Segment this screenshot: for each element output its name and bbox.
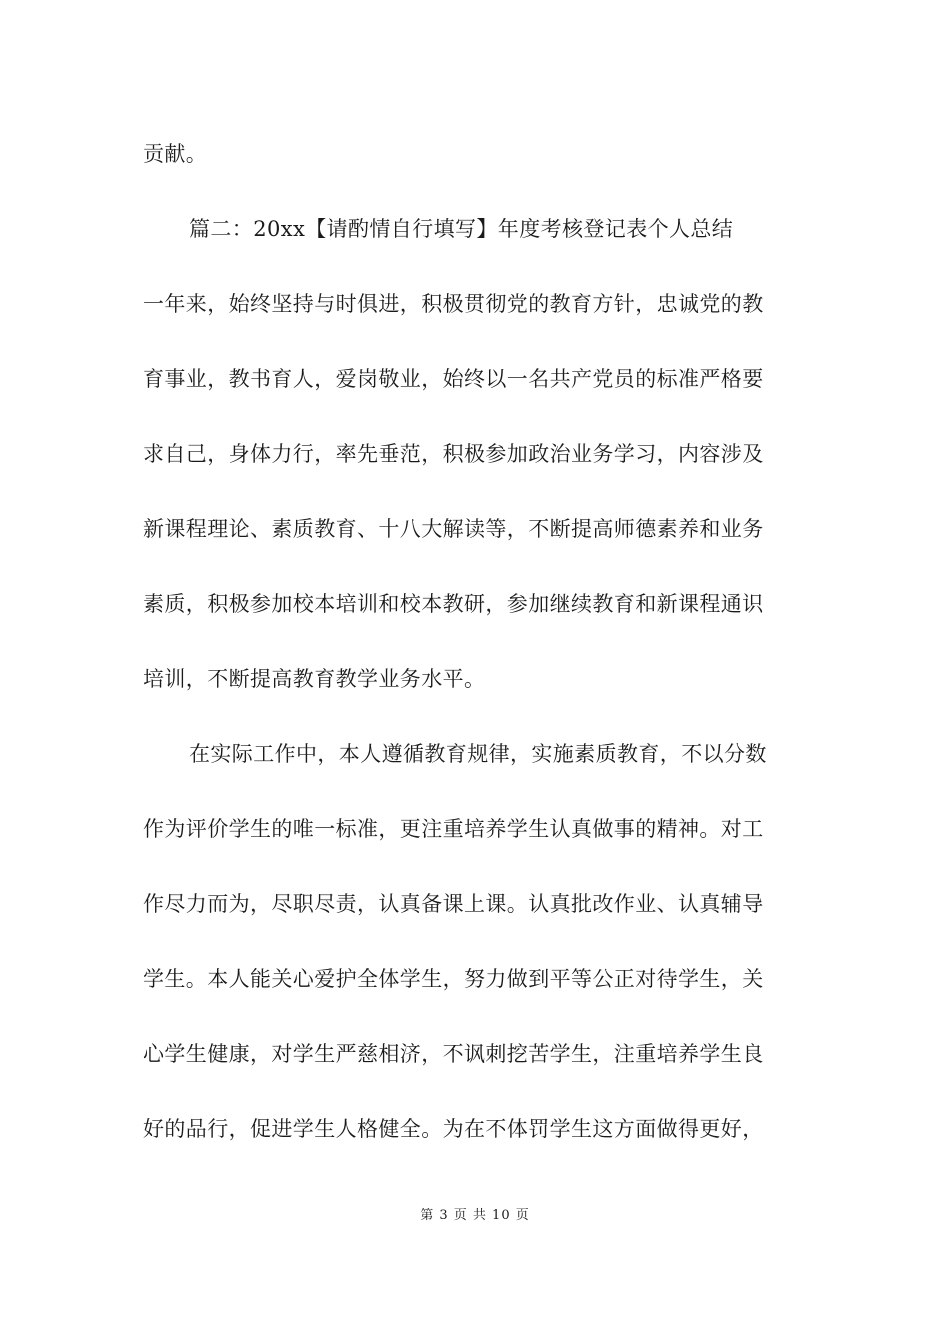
text-line-4: 育事业，教书育人，爱岗敬业，始终以一名共产党员的标准严格要 (143, 367, 764, 391)
text-line-7: 素质，积极参加校本培训和校本教研，参加继续教育和新课程通识 (143, 592, 764, 616)
text-line-11: 作尽力而为，尽职尽责，认真备课上课。认真批改作业、认真辅导 (143, 892, 764, 916)
section-heading: 篇二：20xx【请酌情自行填写】年度考核登记表个人总结 (189, 217, 734, 241)
text-line-6: 新课程理论、素质教育、十八大解读等，不断提高师德素养和业务 (143, 517, 764, 541)
text-line-5: 求自己，身体力行，率先垂范，积极参加政治业务学习，内容涉及 (143, 442, 764, 466)
page-number-footer: 第 3 页 共 10 页 (420, 1208, 530, 1223)
text-line-13: 心学生健康，对学生严慈相济，不讽刺挖苦学生，注重培养学生良 (143, 1042, 764, 1066)
text-line-12: 学生。本人能关心爱护全体学生，努力做到平等公正对待学生，关 (143, 967, 764, 991)
text-line-1: 贡献。 (143, 142, 208, 166)
text-line-10: 作为评价学生的唯一标准，更注重培养学生认真做事的精神。对工 (143, 817, 764, 841)
text-line-3: 一年来，始终坚持与时俱进，积极贯彻党的教育方针，忠诚党的教 (143, 292, 764, 316)
text-line-8: 培训，不断提高教育教学业务水平。 (143, 667, 486, 691)
text-line-14: 好的品行，促进学生人格健全。为在不体罚学生这方面做得更好， (143, 1117, 764, 1141)
text-line-9: 在实际工作中，本人遵循教育规律，实施素质教育，不以分数 (189, 742, 767, 766)
